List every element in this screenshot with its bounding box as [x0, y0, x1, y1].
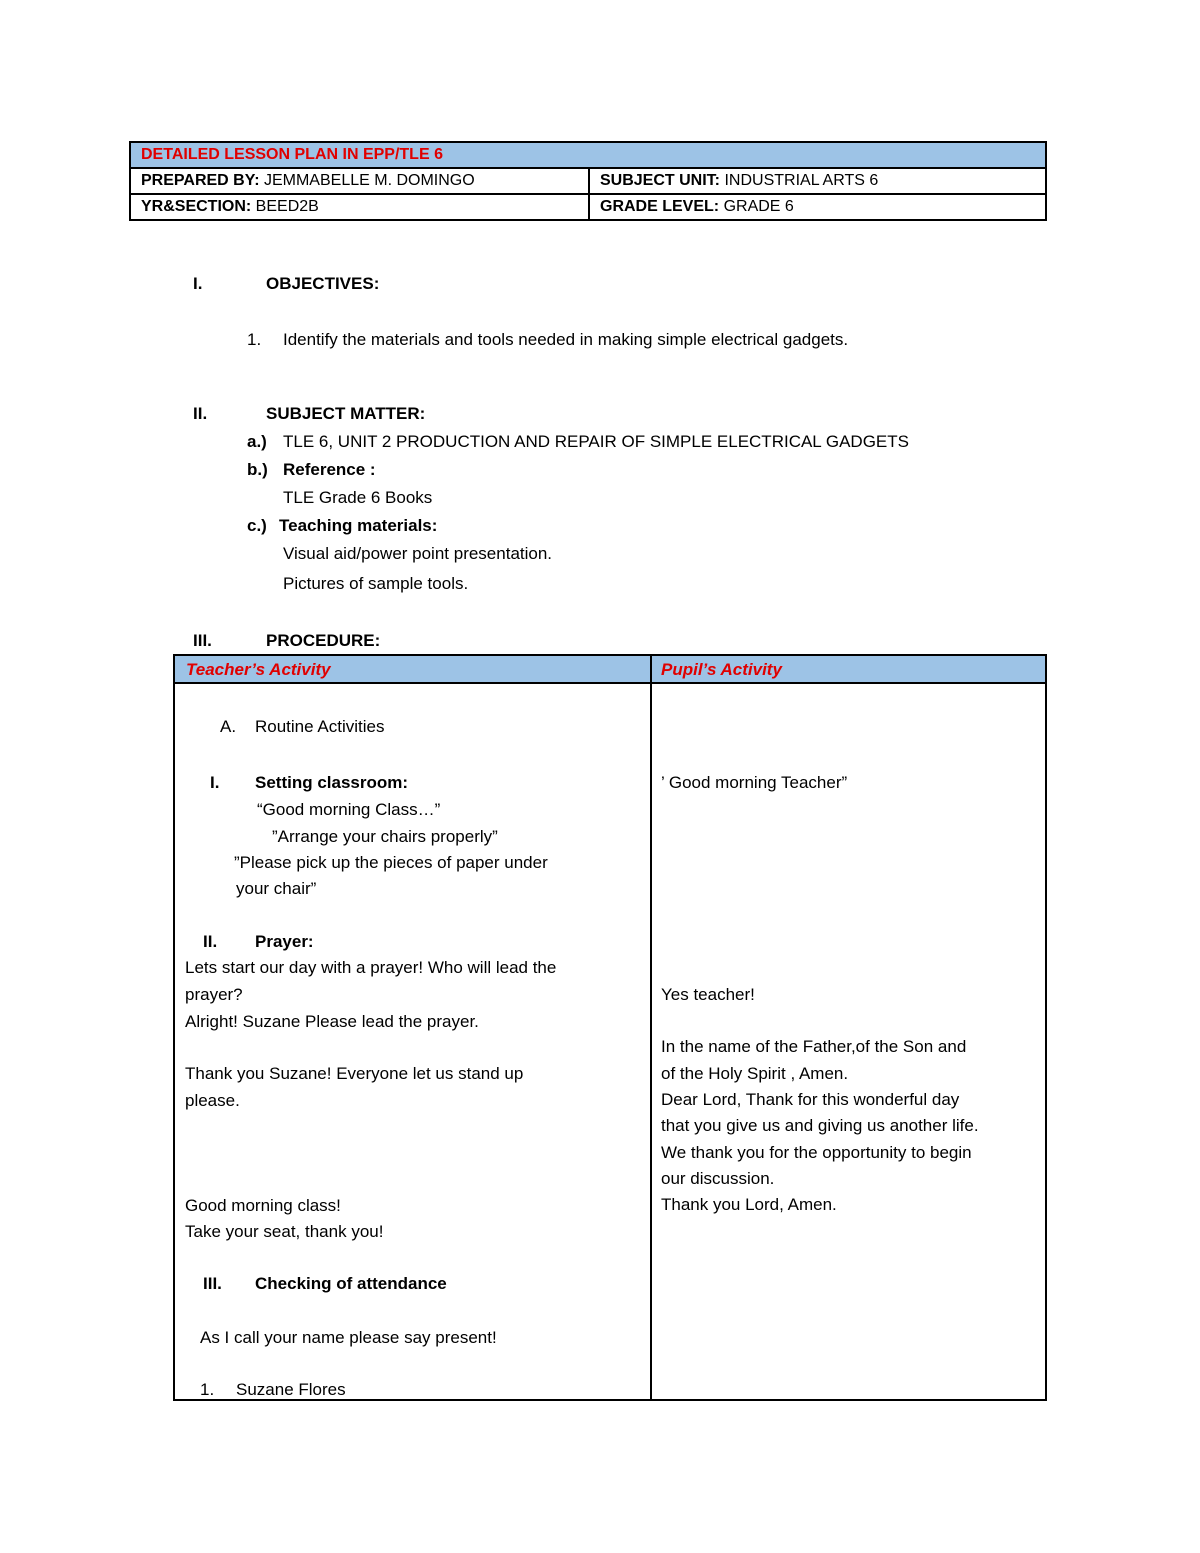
pupil-prayer-line-3: Dear Lord, Thank for this wonderful day: [661, 1090, 960, 1109]
subject-matter-numeral: II.: [193, 404, 208, 423]
prepared-by-label: PREPARED BY:: [141, 172, 260, 189]
subject-unit-value: INDUSTRIAL ARTS 6: [720, 172, 879, 189]
reference-detail: TLE Grade 6 Books: [283, 488, 433, 507]
procedure-numeral: III.: [193, 631, 212, 650]
setting-line-1: “Good morning Class…”: [257, 800, 441, 819]
attendance-label: III.: [203, 1274, 222, 1293]
teacher-greet-line-2: Take your seat, thank you!: [185, 1222, 384, 1241]
teacher-prayer-line-2: prayer?: [185, 985, 243, 1004]
pupil-greeting: ’ Good morning Teacher”: [661, 773, 848, 792]
pupil-prayer-line-6: our discussion.: [661, 1169, 775, 1188]
subject-unit-cell: [589, 168, 1046, 194]
attendance-text: Checking of attendance: [255, 1274, 447, 1293]
procedure-column-divider: [650, 656, 652, 1399]
routine-label: A.: [220, 717, 237, 736]
section-label: YR&SECTION:: [141, 198, 252, 215]
objective-text: Identify the materials and tools needed in making simple electrical gadgets.: [283, 330, 849, 349]
procedure-table: [173, 654, 1047, 1401]
pupil-prayer-line-1: In the name of the Father,of the Son and: [661, 1037, 967, 1056]
student-number: 1.: [200, 1380, 215, 1399]
lesson-title: DETAILED LESSON PLAN IN EPP/TLE 6: [130, 142, 1046, 168]
teaching-material-2: Pictures of sample tools.: [283, 574, 469, 593]
setting-text: Setting classroom:: [255, 773, 409, 792]
subject-item-c-text: Teaching materials:: [279, 516, 438, 535]
lesson-header-table: [129, 141, 1047, 221]
teacher-greet-line-1: Good morning class!: [185, 1196, 341, 1215]
subject-item-b-text: Reference :: [283, 460, 376, 479]
pupil-prayer-line-2: of the Holy Spirit , Amen.: [661, 1064, 849, 1083]
setting-line-2: ”Arrange your chairs properly”: [272, 827, 498, 846]
grade-level-value: GRADE 6: [719, 198, 794, 215]
setting-label: I.: [210, 773, 220, 792]
teaching-material-1: Visual aid/power point presentation.: [283, 544, 553, 563]
objectives-numeral: I.: [193, 274, 203, 293]
attendance-instruction: As I call your name please say present!: [200, 1328, 497, 1347]
teacher-prayer-line-1: Lets start our day with a prayer! Who will lead the: [185, 958, 557, 977]
pupil-yes: Yes teacher!: [661, 985, 755, 1004]
objectives-heading: OBJECTIVES:: [266, 274, 380, 293]
section-value: BEED2B: [251, 198, 319, 215]
teacher-prayer-line-5: please.: [185, 1091, 240, 1110]
procedure-heading: PROCEDURE:: [266, 631, 381, 650]
subject-item-a-label: a.): [247, 432, 267, 451]
pupil-activity-header: Pupil’s Activity: [661, 660, 782, 679]
grade-level-cell: [589, 194, 1046, 220]
subject-matter-heading: SUBJECT MATTER:: [266, 404, 426, 423]
setting-line-3: ”Please pick up the pieces of paper under: [234, 853, 548, 872]
prayer-text: Prayer:: [255, 932, 314, 951]
teacher-prayer-line-4: Thank you Suzane! Everyone let us stand up: [185, 1064, 524, 1083]
student-name: Suzane Flores: [236, 1380, 346, 1399]
prepared-by-cell: [130, 168, 589, 194]
setting-line-4: your chair”: [236, 879, 317, 898]
subject-item-c-label: c.): [247, 516, 267, 535]
grade-level-label: GRADE LEVEL:: [600, 198, 720, 215]
subject-unit-label: SUBJECT UNIT:: [600, 172, 721, 189]
pupil-prayer-line-5: We thank you for the opportunity to begin: [661, 1143, 972, 1162]
teacher-activity-header: Teacher’s Activity: [186, 660, 331, 679]
pupil-prayer-line-4: that you give us and giving us another life.: [661, 1116, 979, 1135]
subject-item-b-label: b.): [247, 460, 268, 479]
pupil-prayer-line-7: Thank you Lord, Amen.: [661, 1195, 837, 1214]
prayer-label: II.: [203, 932, 218, 951]
objective-number: 1.: [247, 330, 262, 349]
teacher-prayer-line-3: Alright! Suzane Please lead the prayer.: [185, 1012, 479, 1031]
section-cell: [130, 194, 589, 220]
prepared-by-value: JEMMABELLE M. DOMINGO: [259, 172, 475, 189]
subject-item-a-text: TLE 6, UNIT 2 PRODUCTION AND REPAIR OF SIMPLE ELECTRICAL GADGETS: [283, 432, 909, 451]
routine-text: Routine Activities: [255, 717, 385, 736]
